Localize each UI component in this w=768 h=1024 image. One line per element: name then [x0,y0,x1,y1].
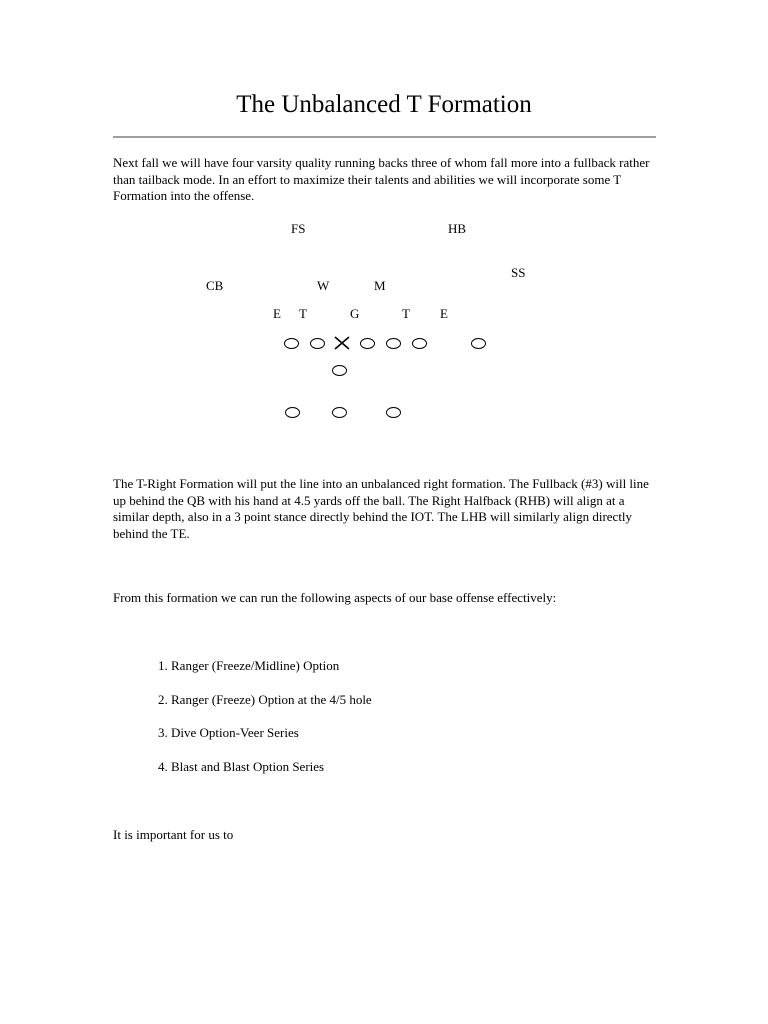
aspects-list [158,657,372,792]
offense-player-outside-tackle [412,338,427,349]
defense-label-w: W [317,278,330,293]
offense-player-right-halfback [386,407,401,418]
defense-label-cb: CB [206,278,224,293]
defense-label-hb: HB [448,221,467,236]
defense-label-fs: FS [291,221,306,236]
offense-player-quarterback [332,365,347,376]
defense-label-m: M [374,278,386,293]
document-title: The Unbalanced T Formation [236,91,532,118]
front-label-e-right: E [440,306,448,321]
offense-player-right-guard [360,338,375,349]
offense-player-left-end [284,338,299,349]
title-divider [113,136,656,138]
front-label-t-right: T [402,306,410,321]
list-item: 3. Dive Option-Veer Series [158,725,299,741]
offense-player-left-halfback [285,407,300,418]
front-label-g: G [350,306,360,321]
center-x-marker [334,336,350,350]
offense-player-tight-end [471,338,486,349]
closing-text: It is important for us to [113,827,234,842]
defense-label-ss: SS [511,265,526,280]
formation-paragraph: The T-Right Formation will put the line into an unbalanced right formation. The Fullback (#3) will line up behind the QB with his hand at 4.5 yards off the ball. The Right Halfback (RHB) will align at a similar depth, also in a 3 point stance directly behind the IOT. The LHB will similarly align directly behind the TE. [113,476,649,541]
offense-player-fullback [332,407,347,418]
offense-player-left-tackle [310,338,325,349]
offense-player-right-tackle [386,338,401,349]
aspects-intro-paragraph: From this formation we can run the following aspects of our base offense effectively: [113,590,557,605]
formation-diagram [0,210,768,450]
list-item: 1. Ranger (Freeze/Midline) Option [158,658,340,673]
list-item: 4. Blast and Blast Option Series [158,759,325,775]
intro-paragraph: Next fall we will have four varsity quality running backs three of whom fall more into a fullback rather than tailback mode. In an effort to maximize their talents and abilities we will incorporate some T Formation into the offense. [113,155,650,203]
front-label-e-left: E [273,306,281,321]
list-item: 2. Ranger (Freeze) Option at the 4/5 hole [158,691,372,707]
front-label-t-left: T [299,306,307,321]
